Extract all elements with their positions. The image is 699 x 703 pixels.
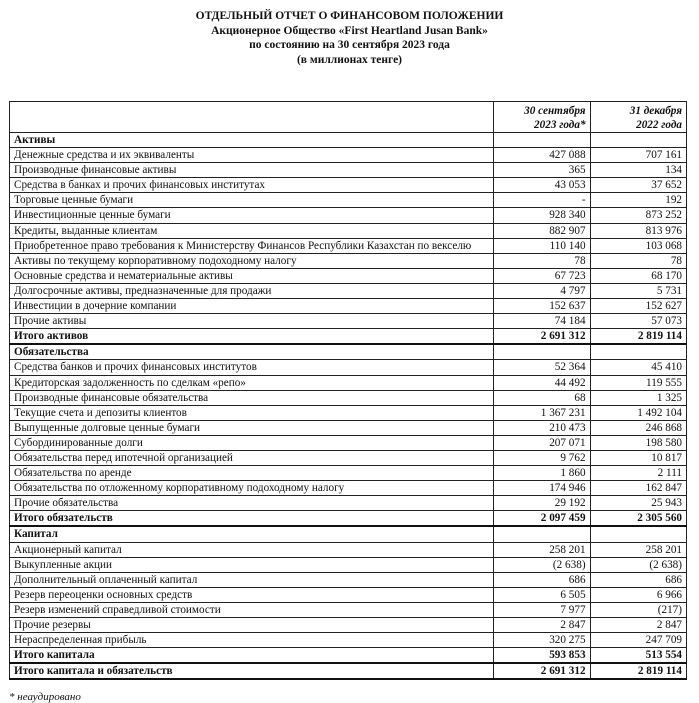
table-row (10, 602, 687, 617)
row-label: Итого обязательств (10, 511, 494, 527)
value-2022: 707 161 (590, 148, 686, 163)
value-2022: 246 868 (590, 420, 686, 435)
table-row (10, 557, 687, 572)
row-label: Инвестиции в дочерние компании (10, 299, 494, 314)
row-label: Итого капитала и обязательств (10, 663, 494, 679)
table-row (10, 360, 687, 375)
table-row (10, 253, 687, 268)
row-label: Обязательства перед ипотечной организацией (10, 450, 494, 465)
table-row (10, 375, 687, 390)
value-2022: 192 (590, 193, 686, 208)
row-label: Акционерный капитал (10, 542, 494, 557)
table-row (10, 542, 687, 557)
table-row (10, 299, 687, 314)
value-2023: 74 184 (494, 314, 590, 329)
value-2022: 68 170 (590, 268, 686, 283)
table-row (10, 163, 687, 178)
value-2023: 2 097 459 (494, 511, 590, 527)
total-row (10, 648, 687, 664)
value-2022: 5 731 (590, 283, 686, 298)
row-label: Производные финансовые активы (10, 163, 494, 178)
row-label: Активы по текущему корпоративному подоходному налогу (10, 253, 494, 268)
value-2023: 29 192 (494, 496, 590, 511)
value-2022: 162 847 (590, 481, 686, 496)
value-2022: 813 976 (590, 223, 686, 238)
table-row (10, 481, 687, 496)
table-row (10, 238, 687, 253)
section-row (10, 344, 687, 360)
section-row (10, 133, 687, 148)
row-label: Итого капитала (10, 648, 494, 664)
column-header-2023: 30 сентября 2023 года* (494, 102, 590, 133)
row-label: Нераспределенная прибыль (10, 633, 494, 648)
row-label: Дополнительный оплаченный капитал (10, 572, 494, 587)
value-2022: (217) (590, 602, 686, 617)
value-2023: 68 (494, 390, 590, 405)
row-label: Активы (10, 133, 494, 148)
total-row (10, 329, 687, 345)
row-label: Средства в банках и прочих финансовых институтах (10, 178, 494, 193)
value-2023: 686 (494, 572, 590, 587)
value-2022: 686 (590, 572, 686, 587)
value-2022: 25 943 (590, 496, 686, 511)
value-2022: 1 492 104 (590, 405, 686, 420)
row-label: Денежные средства и их эквиваленты (10, 148, 494, 163)
row-label: Долгосрочные активы, предназначенные для продажи (10, 283, 494, 298)
row-label: Резерв изменений справедливой стоимости (10, 602, 494, 617)
value-2023: 2 691 312 (494, 663, 590, 679)
table-row (10, 208, 687, 223)
value-2023: (2 638) (494, 557, 590, 572)
table-row (10, 450, 687, 465)
table-row (10, 268, 687, 283)
value-2022: 134 (590, 163, 686, 178)
value-2023: 110 140 (494, 238, 590, 253)
row-label: Прочие обязательства (10, 496, 494, 511)
table-row (10, 633, 687, 648)
value-2023: 1 367 231 (494, 405, 590, 420)
row-label: Средства банков и прочих финансовых институтов (10, 360, 494, 375)
value-2023: 320 275 (494, 633, 590, 648)
row-label: Прочие активы (10, 314, 494, 329)
value-2023: 928 340 (494, 208, 590, 223)
value-2022: 2 847 (590, 618, 686, 633)
value-2022: 2 111 (590, 466, 686, 481)
value-2022: 119 555 (590, 375, 686, 390)
value-2022: 2 819 114 (590, 329, 686, 345)
table-row (10, 466, 687, 481)
column-header-2022: 31 декабря 2022 года (590, 102, 686, 133)
table-row (10, 178, 687, 193)
row-label: Выкупленные акции (10, 557, 494, 572)
value-2023: 365 (494, 163, 590, 178)
value-2023: 2 847 (494, 618, 590, 633)
value-2022 (590, 344, 686, 360)
report-units: (в миллионах тенге) (296, 53, 403, 66)
value-2023: 2 691 312 (494, 329, 590, 345)
value-2022: 258 201 (590, 542, 686, 557)
row-label: Капитал (10, 526, 494, 542)
row-label: Производные финансовые обязательства (10, 390, 494, 405)
company-name: Акционерное Общество «First Heartland Jusan Bank» (211, 24, 488, 37)
row-label: Торговые ценные бумаги (10, 193, 494, 208)
value-2023 (494, 344, 590, 360)
row-label: Текущие счета и депозиты клиентов (10, 405, 494, 420)
value-2023: 882 907 (494, 223, 590, 238)
table-row (10, 420, 687, 435)
table-row (10, 314, 687, 329)
value-2023 (494, 526, 590, 542)
value-2023: 1 860 (494, 466, 590, 481)
table-row (10, 496, 687, 511)
row-label: Прочие резервы (10, 618, 494, 633)
value-2023: 427 088 (494, 148, 590, 163)
table-row (10, 223, 687, 238)
row-label: Основные средства и нематериальные активы (10, 268, 494, 283)
report-header (0, 0, 699, 67)
value-2022: 78 (590, 253, 686, 268)
value-2022: 10 817 (590, 450, 686, 465)
value-2022: 152 627 (590, 299, 686, 314)
value-2023: - (494, 193, 590, 208)
table-row (10, 405, 687, 420)
value-2023: 7 977 (494, 602, 590, 617)
row-label: Выпущенные долговые ценные бумаги (10, 420, 494, 435)
financial-position-table (9, 101, 687, 680)
value-2022: 873 252 (590, 208, 686, 223)
table-row (10, 435, 687, 450)
value-2022: 1 325 (590, 390, 686, 405)
row-label: Приобретенное право требования к Министерству Финансов Республики Казахстан по векселю (10, 238, 494, 253)
value-2022: 37 652 (590, 178, 686, 193)
value-2022: 2 819 114 (590, 663, 686, 679)
value-2023: 78 (494, 253, 590, 268)
value-2022: 6 966 (590, 587, 686, 602)
value-2023: 4 797 (494, 283, 590, 298)
value-2022 (590, 133, 686, 148)
row-label: Итого активов (10, 329, 494, 345)
value-2022: (2 638) (590, 557, 686, 572)
value-2023: 258 201 (494, 542, 590, 557)
footnote: * неаудировано (9, 691, 81, 703)
value-2023: 67 723 (494, 268, 590, 283)
value-2023: 44 492 (494, 375, 590, 390)
value-2023: 52 364 (494, 360, 590, 375)
row-label: Обязательства (10, 344, 494, 360)
value-2023: 6 505 (494, 587, 590, 602)
value-2022: 57 073 (590, 314, 686, 329)
value-2023: 593 853 (494, 648, 590, 664)
total-row (10, 663, 687, 679)
row-label: Резерв переоценки основных средств (10, 587, 494, 602)
row-label: Субординированные долги (10, 435, 494, 450)
value-2023: 9 762 (494, 450, 590, 465)
value-2023: 174 946 (494, 481, 590, 496)
value-2022: 247 709 (590, 633, 686, 648)
value-2023: 43 053 (494, 178, 590, 193)
report-date: по состоянию на 30 сентября 2023 года (249, 39, 450, 51)
table-row (10, 390, 687, 405)
value-2022: 2 305 560 (590, 511, 686, 527)
value-2023: 152 637 (494, 299, 590, 314)
row-label: Обязательства по аренде (10, 466, 494, 481)
row-label: Инвестиционные ценные бумаги (10, 208, 494, 223)
value-2022: 513 554 (590, 648, 686, 664)
label-column-header (10, 102, 494, 133)
table-row (10, 618, 687, 633)
value-2023: 210 473 (494, 420, 590, 435)
table-header-row (10, 102, 687, 133)
table-body (10, 133, 687, 680)
value-2022: 198 580 (590, 435, 686, 450)
value-2023: 207 071 (494, 435, 590, 450)
row-label: Кредиторская задолженность по сделкам «репо» (10, 375, 494, 390)
table-row (10, 148, 687, 163)
row-label: Обязательства по отложенному корпоративному подоходному налогу (10, 481, 494, 496)
value-2023 (494, 133, 590, 148)
table-row (10, 587, 687, 602)
value-2022: 45 410 (590, 360, 686, 375)
row-label: Кредиты, выданные клиентам (10, 223, 494, 238)
table-row (10, 283, 687, 298)
table-row (10, 193, 687, 208)
value-2022 (590, 526, 686, 542)
section-row (10, 526, 687, 542)
table-row (10, 572, 687, 587)
report-title: ОТДЕЛЬНЫЙ ОТЧЕТ О ФИНАНСОВОМ ПОЛОЖЕНИИ (195, 10, 504, 22)
value-2022: 103 068 (590, 238, 686, 253)
total-row (10, 511, 687, 527)
